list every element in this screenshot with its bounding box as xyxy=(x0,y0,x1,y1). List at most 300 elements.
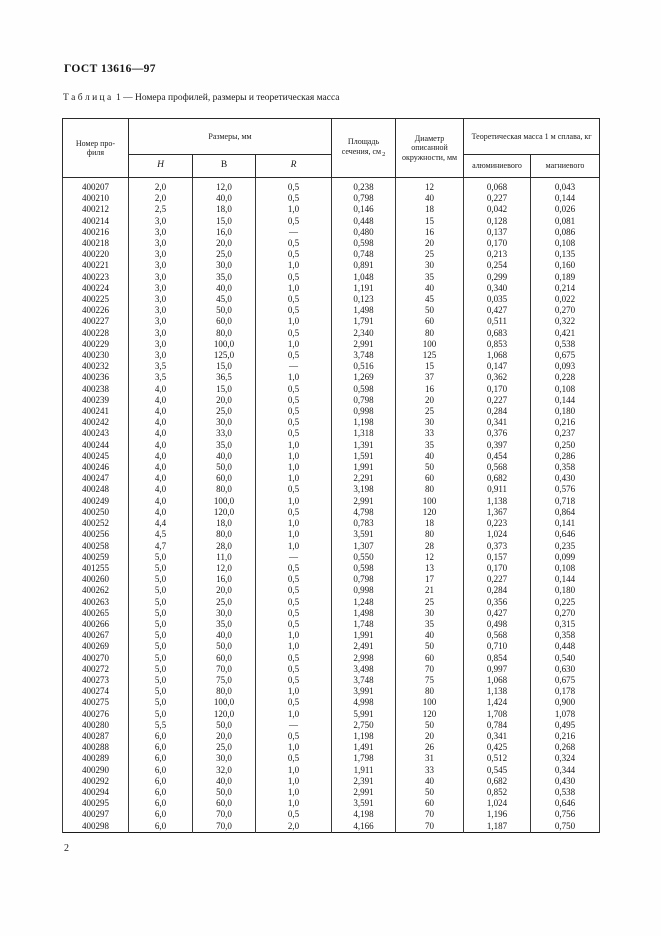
table-row xyxy=(63,305,600,316)
table-cell: 0,160 xyxy=(531,260,600,271)
table-cell: 40 xyxy=(396,630,464,641)
table-cell: 0,576 xyxy=(531,484,600,495)
table-cell: 11,0 xyxy=(193,552,256,563)
table-cell: 35 xyxy=(396,619,464,630)
table-row xyxy=(63,361,600,372)
table-cell: 0,5 xyxy=(256,608,332,619)
table-cell: 4,998 xyxy=(332,697,396,708)
table-cell: 35 xyxy=(396,272,464,283)
table-cell: 4,198 xyxy=(332,809,396,820)
table-row xyxy=(63,653,600,664)
table-cell: — xyxy=(256,720,332,731)
table-cell: 0,358 xyxy=(531,462,600,473)
table-cell: 28,0 xyxy=(193,541,256,552)
table-cell: 0,108 xyxy=(531,384,600,395)
table-cell: 400225 xyxy=(63,294,129,305)
table-cell: 0,128 xyxy=(464,216,531,227)
table-cell: 70,0 xyxy=(193,821,256,833)
table-cell: 4,0 xyxy=(129,473,193,484)
table-cell: 1,024 xyxy=(464,529,531,540)
table-cell: 401255 xyxy=(63,563,129,574)
table-cell: 4,166 xyxy=(332,821,396,833)
table-cell: 0,5 xyxy=(256,563,332,574)
table-cell: 0,756 xyxy=(531,809,600,820)
table-cell: 0,5 xyxy=(256,619,332,630)
table-row xyxy=(63,518,600,529)
table-cell: 1,0 xyxy=(256,641,332,652)
table-row xyxy=(63,440,600,451)
table-header xyxy=(63,119,600,178)
col-header-mass: Теоретическая масса 1 м сплава, кг xyxy=(464,119,600,155)
table-cell: 50 xyxy=(396,641,464,652)
table-cell: 400242 xyxy=(63,417,129,428)
table-cell: 50 xyxy=(396,787,464,798)
table-cell: 0,225 xyxy=(531,597,600,608)
table-cell: 1,138 xyxy=(464,686,531,697)
table-cell: 0,710 xyxy=(464,641,531,652)
table-cell: 12,0 xyxy=(193,563,256,574)
table-cell: 400269 xyxy=(63,641,129,652)
table-cell: 0,454 xyxy=(464,451,531,462)
table-cell: 3,5 xyxy=(129,372,193,383)
table-cell: 400280 xyxy=(63,720,129,731)
table-cell: 1,0 xyxy=(256,260,332,271)
table-cell: 0,180 xyxy=(531,585,600,596)
table-caption xyxy=(63,93,340,103)
table-cell: 0,427 xyxy=(464,608,531,619)
table-cell: 400295 xyxy=(63,798,129,809)
page-number: 2 xyxy=(64,843,69,854)
table-cell: 0,223 xyxy=(464,518,531,529)
table-cell: 0,238 xyxy=(332,178,396,194)
col-header-profile-number xyxy=(63,119,129,178)
table-cell: 50,0 xyxy=(193,641,256,652)
table-cell: 1,269 xyxy=(332,372,396,383)
table-row xyxy=(63,462,600,473)
table-cell: 25 xyxy=(396,249,464,260)
table-cell: 100 xyxy=(396,697,464,708)
table-cell: 400216 xyxy=(63,227,129,238)
table-cell: 3,0 xyxy=(129,294,193,305)
table-cell: 400265 xyxy=(63,608,129,619)
table-cell: 0,5 xyxy=(256,249,332,260)
table-cell: 400223 xyxy=(63,272,129,283)
table-cell: 80 xyxy=(396,328,464,339)
table-row xyxy=(63,720,600,731)
table-cell: 1,307 xyxy=(332,541,396,552)
table-cell: 2,750 xyxy=(332,720,396,731)
table-cell: 1,367 xyxy=(464,507,531,518)
table-cell: 0,911 xyxy=(464,484,531,495)
table-cell: 400256 xyxy=(63,529,129,540)
table-cell: 15,0 xyxy=(193,384,256,395)
table-cell: 0,511 xyxy=(464,316,531,327)
table-cell: 4,0 xyxy=(129,406,193,417)
table-cell: 0,568 xyxy=(464,630,531,641)
table-cell: 6,0 xyxy=(129,821,193,833)
table-cell: 5,0 xyxy=(129,641,193,652)
table-cell: 30 xyxy=(396,608,464,619)
table-row xyxy=(63,316,600,327)
table-cell: 60,0 xyxy=(193,473,256,484)
table-cell: 6,0 xyxy=(129,731,193,742)
table-cell: 0,495 xyxy=(531,720,600,731)
table-cell: 4,0 xyxy=(129,507,193,518)
table-row xyxy=(63,294,600,305)
table-cell: 80,0 xyxy=(193,529,256,540)
table-cell: 0,137 xyxy=(464,227,531,238)
table-cell: 4,0 xyxy=(129,440,193,451)
standard-number-heading: ГОСТ 13616—97 xyxy=(64,63,156,75)
table-cell: 0,340 xyxy=(464,283,531,294)
table-row xyxy=(63,406,600,417)
table-cell: 0,598 xyxy=(332,238,396,249)
table-cell: 0,397 xyxy=(464,440,531,451)
table-cell: 6,0 xyxy=(129,765,193,776)
table-cell: 0,430 xyxy=(531,473,600,484)
col-header-b: В xyxy=(193,155,256,178)
table-cell: 400228 xyxy=(63,328,129,339)
table-cell: 100,0 xyxy=(193,697,256,708)
table-cell: 1,0 xyxy=(256,283,332,294)
table-cell: 20 xyxy=(396,395,464,406)
table-row xyxy=(63,597,600,608)
table-cell: 15,0 xyxy=(193,361,256,372)
table-cell: 5,0 xyxy=(129,664,193,675)
table-cell: 1,991 xyxy=(332,462,396,473)
table-cell: 1,068 xyxy=(464,350,531,361)
table-cell: 0,144 xyxy=(531,395,600,406)
table-cell: 0,227 xyxy=(464,193,531,204)
table-cell: 400266 xyxy=(63,619,129,630)
table-cell: 1,0 xyxy=(256,462,332,473)
table-cell: 0,798 xyxy=(332,395,396,406)
table-cell: 0,042 xyxy=(464,204,531,215)
table-cell: 20,0 xyxy=(193,585,256,596)
table-cell: 2,340 xyxy=(332,328,396,339)
table-row xyxy=(63,204,600,215)
table-cell: 1,048 xyxy=(332,272,396,283)
table-cell: 120,0 xyxy=(193,709,256,720)
table-cell: 0,237 xyxy=(531,428,600,439)
table-cell: 40 xyxy=(396,193,464,204)
table-cell: 0,5 xyxy=(256,731,332,742)
table-cell: 400247 xyxy=(63,473,129,484)
col-header-area-line1: Площадь xyxy=(347,137,380,146)
table-cell: 12,0 xyxy=(193,178,256,194)
table-cell: 3,0 xyxy=(129,238,193,249)
table-cell: 3,591 xyxy=(332,798,396,809)
table-cell: 1,498 xyxy=(332,305,396,316)
table-cell: 100 xyxy=(396,496,464,507)
table-cell: 3,748 xyxy=(332,350,396,361)
table-row xyxy=(63,496,600,507)
table-cell: 1,0 xyxy=(256,518,332,529)
table-cell: 3,5 xyxy=(129,361,193,372)
table-cell: 1,0 xyxy=(256,798,332,809)
table-cell: 120 xyxy=(396,507,464,518)
table-cell: 400288 xyxy=(63,742,129,753)
table-cell: 40 xyxy=(396,776,464,787)
col-header-area xyxy=(332,119,396,178)
table-cell: 0,682 xyxy=(464,776,531,787)
table-cell: 0,498 xyxy=(464,619,531,630)
table-cell: 31 xyxy=(396,753,464,764)
table-cell: 0,373 xyxy=(464,541,531,552)
table-cell: 400229 xyxy=(63,339,129,350)
table-cell: 400232 xyxy=(63,361,129,372)
table-cell: 1,0 xyxy=(256,742,332,753)
table-cell: 0,108 xyxy=(531,238,600,249)
table-row xyxy=(63,283,600,294)
table-cell: 0,5 xyxy=(256,350,332,361)
table-row xyxy=(63,574,600,585)
table-cell: 0,341 xyxy=(464,417,531,428)
table-cell: 0,157 xyxy=(464,552,531,563)
table-cell: 0,5 xyxy=(256,384,332,395)
table-cell: 400238 xyxy=(63,384,129,395)
table-row xyxy=(63,776,600,787)
table-cell: 1,0 xyxy=(256,316,332,327)
col-header-magnesium: магниевого xyxy=(531,155,600,178)
table-cell: 400220 xyxy=(63,249,129,260)
table-cell: 30 xyxy=(396,260,464,271)
table-cell: 0,141 xyxy=(531,518,600,529)
table-cell: 400267 xyxy=(63,630,129,641)
table-cell: 0,026 xyxy=(531,204,600,215)
table-cell: 125 xyxy=(396,350,464,361)
table-cell: 6,0 xyxy=(129,753,193,764)
table-row xyxy=(63,664,600,675)
table-row xyxy=(63,384,600,395)
table-cell: 1,591 xyxy=(332,451,396,462)
table-row xyxy=(63,563,600,574)
table-cell: 25 xyxy=(396,597,464,608)
table-cell: 50,0 xyxy=(193,787,256,798)
table-cell: 0,997 xyxy=(464,664,531,675)
table-cell: 3,0 xyxy=(129,328,193,339)
table-row xyxy=(63,608,600,619)
table-cell: 400276 xyxy=(63,709,129,720)
table-cell: 0,022 xyxy=(531,294,600,305)
table-cell: 16 xyxy=(396,227,464,238)
table-cell: 50 xyxy=(396,462,464,473)
table-cell: 0,598 xyxy=(332,384,396,395)
table-cell: 400290 xyxy=(63,765,129,776)
table-cell: 50,0 xyxy=(193,305,256,316)
table-cell: 0,216 xyxy=(531,731,600,742)
table-cell: 40,0 xyxy=(193,283,256,294)
table-cell: 1,0 xyxy=(256,630,332,641)
table-cell: 0,5 xyxy=(256,585,332,596)
table-cell: 0,540 xyxy=(531,653,600,664)
table-row xyxy=(63,798,600,809)
table-row xyxy=(63,238,600,249)
table-cell: 60 xyxy=(396,316,464,327)
table-cell: 3,0 xyxy=(129,305,193,316)
table-cell: 4,0 xyxy=(129,484,193,495)
table-cell: 4,0 xyxy=(129,417,193,428)
table-cell: 1,0 xyxy=(256,451,332,462)
table-cell: 3,991 xyxy=(332,686,396,697)
table-cell: 20,0 xyxy=(193,395,256,406)
table-cell: 20 xyxy=(396,731,464,742)
table-cell: 0,516 xyxy=(332,361,396,372)
table-row xyxy=(63,193,600,204)
table-cell: 50,0 xyxy=(193,462,256,473)
table-cell: 4,798 xyxy=(332,507,396,518)
table-cell: 400262 xyxy=(63,585,129,596)
table-row xyxy=(63,507,600,518)
table-cell: 400224 xyxy=(63,283,129,294)
table-cell: 400258 xyxy=(63,541,129,552)
table-cell: 5,0 xyxy=(129,675,193,686)
table-cell: 0,5 xyxy=(256,484,332,495)
table-cell: 3,0 xyxy=(129,339,193,350)
table-cell: 0,268 xyxy=(531,742,600,753)
table-cell: 1,798 xyxy=(332,753,396,764)
table-cell: 13 xyxy=(396,563,464,574)
table-cell: 0,180 xyxy=(531,406,600,417)
table-cell: 2,0 xyxy=(129,193,193,204)
table-cell: 0,227 xyxy=(464,574,531,585)
table-cell: 16 xyxy=(396,384,464,395)
table-row xyxy=(63,753,600,764)
table-row xyxy=(63,619,600,630)
table-row xyxy=(63,552,600,563)
table-row xyxy=(63,372,600,383)
table-cell: 0,108 xyxy=(531,563,600,574)
table-row xyxy=(63,787,600,798)
table-cell: 28 xyxy=(396,541,464,552)
table-cell: 2,0 xyxy=(129,178,193,194)
table-cell: 0,170 xyxy=(464,384,531,395)
table-row xyxy=(63,260,600,271)
table-cell: 0,135 xyxy=(531,249,600,260)
table-row xyxy=(63,585,600,596)
table-cell: 40,0 xyxy=(193,630,256,641)
table-cell: 100,0 xyxy=(193,339,256,350)
table-cell: 2,5 xyxy=(129,204,193,215)
table-cell: 0,5 xyxy=(256,507,332,518)
table-cell: 0,784 xyxy=(464,720,531,731)
table-cell: 0,853 xyxy=(464,339,531,350)
table-cell: 0,344 xyxy=(531,765,600,776)
table-cell: 0,448 xyxy=(531,641,600,652)
table-cell: 6,0 xyxy=(129,776,193,787)
table-row xyxy=(63,765,600,776)
table-cell: 75 xyxy=(396,675,464,686)
table-cell: 0,891 xyxy=(332,260,396,271)
table-cell: 20,0 xyxy=(193,238,256,249)
table-cell: 400212 xyxy=(63,204,129,215)
table-cell: 400292 xyxy=(63,776,129,787)
table-body xyxy=(63,178,600,833)
table-cell: 2,991 xyxy=(332,496,396,507)
table-cell: 0,170 xyxy=(464,238,531,249)
table-caption-text: — Номера профилей, размеры и теоретическая масса xyxy=(123,93,340,103)
table-cell: 0,146 xyxy=(332,204,396,215)
table-cell: 30 xyxy=(396,417,464,428)
table-cell: 0,035 xyxy=(464,294,531,305)
table-cell: 4,0 xyxy=(129,462,193,473)
table-cell: 0,5 xyxy=(256,328,332,339)
table-cell: 0,998 xyxy=(332,406,396,417)
table-cell: 0,228 xyxy=(531,372,600,383)
table-cell: 0,646 xyxy=(531,529,600,540)
table-cell: 0,216 xyxy=(531,417,600,428)
table-cell: 1,196 xyxy=(464,809,531,820)
col-header-dimensions: Размеры, мм xyxy=(129,119,332,155)
table-cell: 70 xyxy=(396,821,464,833)
table-cell: 18 xyxy=(396,518,464,529)
table-cell: 80,0 xyxy=(193,484,256,495)
table-cell: — xyxy=(256,227,332,238)
table-cell: 0,5 xyxy=(256,809,332,820)
col-header-profile-number-label: Номер про-филя xyxy=(75,138,116,157)
table-row xyxy=(63,428,600,439)
table-cell: 0,5 xyxy=(256,272,332,283)
table-cell: 5,0 xyxy=(129,608,193,619)
table-row xyxy=(63,686,600,697)
table-cell: 0,900 xyxy=(531,697,600,708)
table-cell: 0,315 xyxy=(531,619,600,630)
table-cell: 50 xyxy=(396,720,464,731)
table-cell: 40 xyxy=(396,451,464,462)
table-cell: 0,852 xyxy=(464,787,531,798)
table-cell: 0,284 xyxy=(464,406,531,417)
table-cell: 35 xyxy=(396,440,464,451)
table-cell: 400270 xyxy=(63,653,129,664)
table-cell: 120 xyxy=(396,709,464,720)
table-cell: 60 xyxy=(396,653,464,664)
table-cell: 16,0 xyxy=(193,574,256,585)
table-cell: 0,324 xyxy=(531,753,600,764)
col-header-h: Н xyxy=(129,155,193,178)
table-cell: 30,0 xyxy=(193,608,256,619)
table-cell: 0,362 xyxy=(464,372,531,383)
table-cell: 400221 xyxy=(63,260,129,271)
table-cell: 1,498 xyxy=(332,608,396,619)
table-cell: 0,798 xyxy=(332,193,396,204)
table-cell: 0,189 xyxy=(531,272,600,283)
table-cell: 0,356 xyxy=(464,597,531,608)
table-cell: 0,538 xyxy=(531,339,600,350)
table-cell: 400259 xyxy=(63,552,129,563)
table-cell: 400263 xyxy=(63,597,129,608)
table-cell: 0,5 xyxy=(256,574,332,585)
table-cell: 1,991 xyxy=(332,630,396,641)
table-cell: 25,0 xyxy=(193,597,256,608)
table-cell: 400294 xyxy=(63,787,129,798)
table-row xyxy=(63,709,600,720)
table-cell: 75,0 xyxy=(193,675,256,686)
table-row xyxy=(63,272,600,283)
table-caption-label: Т а б л и ц а 1 xyxy=(63,93,121,103)
table-cell: 40,0 xyxy=(193,451,256,462)
table-cell: 0,170 xyxy=(464,563,531,574)
table-cell: 0,5 xyxy=(256,753,332,764)
table-cell: 1,0 xyxy=(256,496,332,507)
table-cell: 0,682 xyxy=(464,473,531,484)
table-cell: 5,0 xyxy=(129,653,193,664)
table-cell: 0,270 xyxy=(531,305,600,316)
table-cell: 1,0 xyxy=(256,372,332,383)
table-row xyxy=(63,227,600,238)
table-cell: 400230 xyxy=(63,350,129,361)
table-cell: 50 xyxy=(396,305,464,316)
table-cell: 0,646 xyxy=(531,798,600,809)
